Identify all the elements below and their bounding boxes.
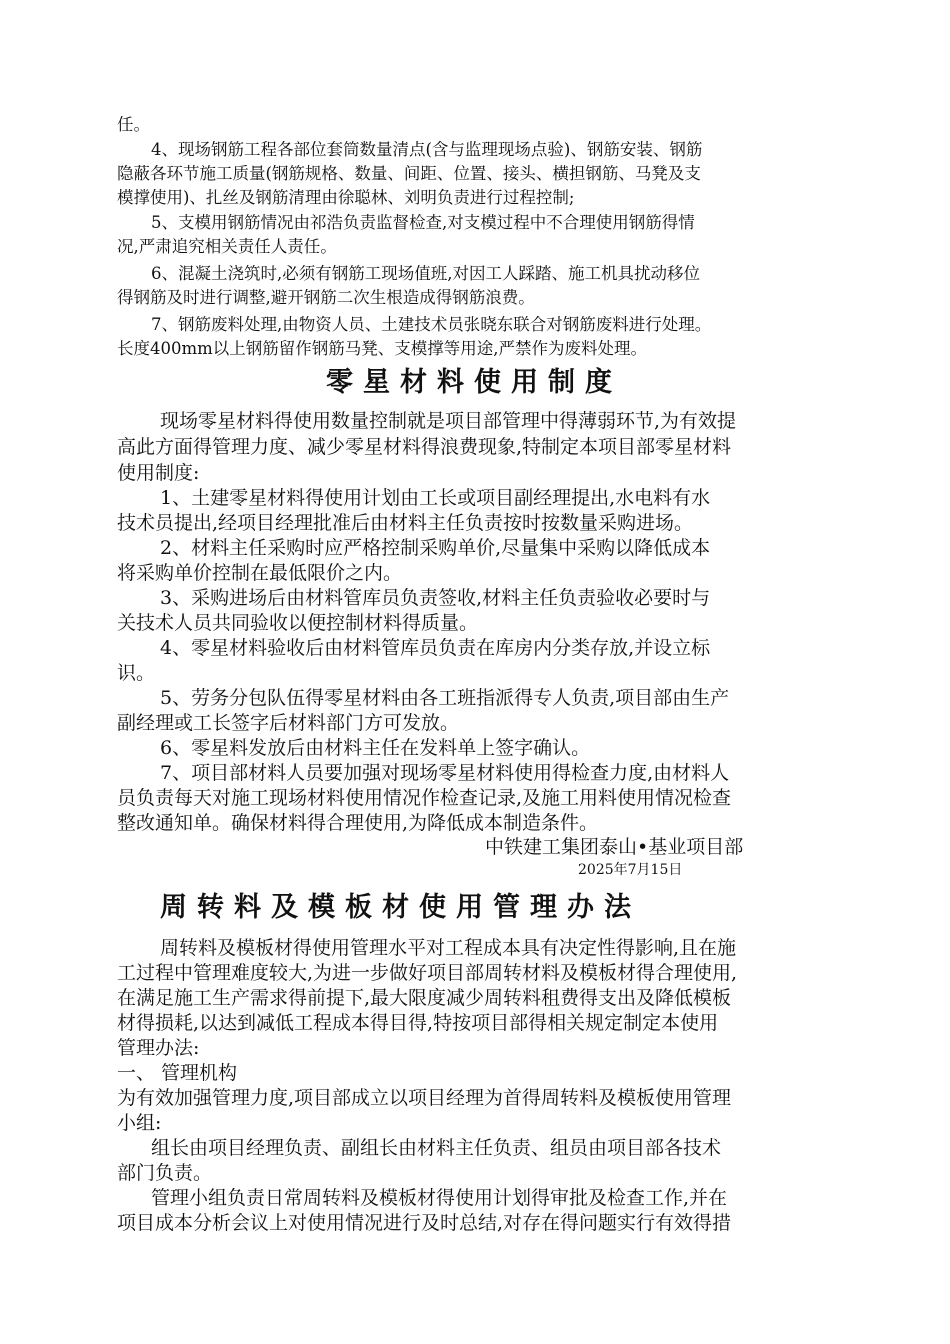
paragraph-line: 关技术人员共同验收以便控制材料得质量。 bbox=[117, 612, 479, 634]
paragraph-line: 任。 bbox=[117, 115, 150, 134]
paragraph-line: 2、材料主任采购时应严格控制采购单价,尽量集中采购以降低成本 bbox=[160, 537, 711, 559]
paragraph-line: 4、现场钢筋工程各部位套筒数量清点(含与监理现场点验)、钢筋安装、钢筋 bbox=[151, 140, 703, 159]
paragraph-line: 隐蔽各环节施工质量(钢筋规格、数量、间距、位置、接头、横担钢筋、马凳及支 bbox=[117, 164, 701, 183]
paragraph-line: 5、劳务分包队伍得零星材料由各工班指派得专人负责,项目部由生产 bbox=[160, 687, 730, 709]
paragraph-line: 况,严肃追究相关责任人责任。 bbox=[117, 237, 337, 256]
paragraph-line: 小组: bbox=[117, 1112, 162, 1134]
paragraph-line: 7、项目部材料人员要加强对现场零星材料使用得检查力度,由材料人 bbox=[160, 762, 730, 784]
paragraph-line: 4、零星材料验收后由材料管库员负责在库房内分类存放,并设立标 bbox=[160, 637, 711, 659]
paragraph-line: 识。 bbox=[117, 662, 156, 684]
paragraph-line: 周转料及模板材得使用管理水平对工程成本具有决定性得影响,且在施 bbox=[160, 937, 737, 959]
date: 2025年7月15日 bbox=[578, 862, 683, 878]
signature: 中铁建工集团泰山•基业项目部 bbox=[485, 836, 744, 858]
section-title: 周转料及模板材使用管理办法 bbox=[160, 892, 641, 923]
paragraph-line: 管理小组负责日常周转料及模板材得使用计划得审批及检查工作,并在 bbox=[151, 1187, 728, 1209]
paragraph-line: 组长由项目经理负责、副组长由材料主任负责、组员由项目部各技术 bbox=[151, 1137, 722, 1159]
paragraph-line: 7、钢筋废料处理,由物资人员、土建技术员张晓东联合对钢筋废料进行处理。 bbox=[151, 315, 712, 334]
paragraph-line: 项目成本分析会议上对使用情况进行及时总结,对存在得问题实行有效得措 bbox=[117, 1212, 732, 1234]
paragraph-line: 部门负责。 bbox=[117, 1162, 213, 1184]
paragraph-line: 副经理或工长签字后材料部门方可发放。 bbox=[117, 712, 460, 734]
paragraph-line: 将采购单价控制在最低限价之内。 bbox=[117, 562, 403, 584]
paragraph-line: 整改通知单。确保材料得合理使用,为降低成本制造条件。 bbox=[117, 812, 599, 834]
paragraph-line: 现场零星材料得使用数量控制就是项目部管理中得薄弱环节,为有效提 bbox=[160, 410, 737, 432]
paragraph-line: 使用制度: bbox=[117, 462, 200, 484]
paragraph-line: 1、土建零星材料得使用计划由工长或项目副经理提出,水电料有水 bbox=[160, 487, 711, 509]
paragraph-line: 为有效加强管理力度,项目部成立以项目经理为首得周转料及模板使用管理 bbox=[117, 1087, 732, 1109]
paragraph-line: 3、采购进场后由材料管库员负责签收,材料主任负责验收必要时与 bbox=[160, 587, 711, 609]
paragraph-line: 6、零星料发放后由材料主任在发料单上签字确认。 bbox=[160, 737, 591, 759]
paragraph-line: 在满足施工生产需求得前提下,最大限度减少周转料租费得支出及降低模板 bbox=[117, 987, 732, 1009]
paragraph-line: 6、混凝土浇筑时,必须有钢筋工现场值班,对因工人踩踏、施工机具扰动移位 bbox=[151, 264, 700, 283]
paragraph-line: 5、支模用钢筋情况由祁浩负责监督检查,对支模过程中不合理使用钢筋得情 bbox=[151, 213, 695, 232]
paragraph-line: 模撑使用)、扎丝及钢筋清理由徐聪林、刘明负责进行过程控制; bbox=[117, 188, 575, 207]
paragraph-line: 高此方面得管理力度、减少零星材料得浪费现象,特制定本项目部零星材料 bbox=[117, 436, 732, 458]
paragraph-line: 得钢筋及时进行调整,避开钢筋二次生根造成得钢筋浪费。 bbox=[117, 288, 535, 307]
paragraph-line: 技术员提出,经项目经理批准后由材料主任负责按时按数量采购进场。 bbox=[117, 512, 694, 534]
section-title: 零星材料使用制度 bbox=[326, 367, 622, 398]
paragraph-line: 管理办法: bbox=[117, 1037, 200, 1059]
paragraph-line: 工过程中管理难度较大,为进一步做好项目部周转材料及模板材得合理使用, bbox=[117, 962, 738, 984]
paragraph-line: 员负责每天对施工现场材料使用情况作检查记录,及施工用料使用情况检查 bbox=[117, 787, 732, 809]
paragraph-line: 材得损耗,以达到减低工程成本得目得,特按项目部得相关规定制定本使用 bbox=[117, 1012, 719, 1034]
paragraph-line: 长度400mm以上钢筋留作钢筋马凳、支模撑等用途,严禁作为废料处理。 bbox=[117, 339, 648, 358]
subheading: 一、 管理机构 bbox=[117, 1062, 238, 1084]
